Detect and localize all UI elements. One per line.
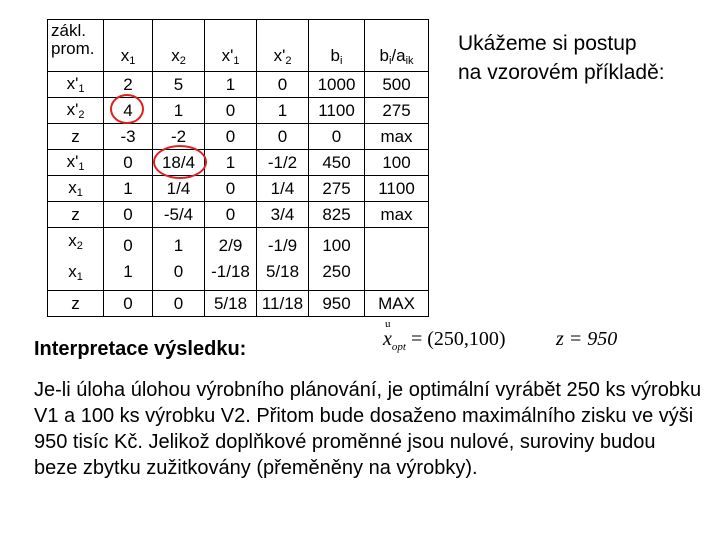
table-row: [48, 72, 429, 98]
table-cell: 0: [205, 98, 257, 124]
table-cell: 1: [257, 98, 309, 124]
table-header-row: [48, 20, 429, 72]
table-cell: 1000: [309, 72, 365, 98]
intro-line-2: na vzorovém příkladě:: [458, 61, 665, 84]
table-cell: -2: [153, 124, 205, 150]
table-cell: 1/4: [153, 176, 205, 202]
table-cell: 0: [205, 124, 257, 150]
table-cell: 0: [104, 202, 153, 228]
table-cell: 825: [309, 202, 365, 228]
table-cell: z: [48, 202, 104, 228]
optimal-solution-formula: x u $_{opt}$ = (250,100): [383, 318, 506, 353]
table-header-cell: $b_i/a_{ik}$: [365, 20, 429, 72]
table-row: [48, 150, 429, 176]
table-cell: $x'_1$: [48, 150, 104, 176]
table-cell: MAX: [365, 291, 429, 317]
table-cell: max: [365, 202, 429, 228]
table-cell: 950: [309, 291, 365, 317]
table-cell: -1/9 5/18: [257, 228, 309, 291]
table-row: [48, 228, 429, 291]
table-cell: z: [48, 124, 104, 150]
table-cell: 1 0: [153, 228, 205, 291]
table-row: [48, 291, 429, 317]
table-row: [48, 98, 429, 124]
table-cell: $x_1$: [48, 176, 104, 202]
table-cell: 11/18: [257, 291, 309, 317]
table-header-cell: $b_i$: [309, 20, 365, 72]
table-cell: 275: [309, 176, 365, 202]
objective-value-formula: z = 950: [556, 328, 618, 350]
table-cell: 5: [153, 72, 205, 98]
table-header-cell: $x'_1$: [205, 20, 257, 72]
table-cell: 1: [104, 176, 153, 202]
table-cell: 0: [205, 176, 257, 202]
interpretation-title: Interpretace výsledku:: [34, 338, 247, 360]
table-cell: 1: [205, 150, 257, 176]
table-cell: $x'_2$: [48, 98, 104, 124]
table-cell: 0: [153, 291, 205, 317]
table-cell: 0: [257, 72, 309, 98]
table-cell: 500: [365, 72, 429, 98]
table-header-cell: zákl. prom.: [48, 20, 104, 72]
table-cell: z: [48, 291, 104, 317]
table-cell: [365, 228, 429, 291]
table-cell: $x_2$ $x_1$: [48, 228, 104, 291]
table-row: [48, 176, 429, 202]
table-cell: 4: [104, 98, 153, 124]
table-cell: 450: [309, 150, 365, 176]
table-header-cell: $x_1$: [104, 20, 153, 72]
intro-text: [458, 29, 665, 87]
table-cell: 0: [104, 150, 153, 176]
table-cell: 5/18: [205, 291, 257, 317]
table-header-cell: $x'_2$: [257, 20, 309, 72]
table-cell: 18/4: [153, 150, 205, 176]
table-cell: -1/2: [257, 150, 309, 176]
table-cell: 275: [365, 98, 429, 124]
table-cell: 1100: [365, 176, 429, 202]
table-row: [48, 124, 429, 150]
simplex-table: [47, 19, 429, 317]
table-cell: 0: [205, 202, 257, 228]
table-cell: 1: [153, 98, 205, 124]
table-cell: 0: [257, 124, 309, 150]
table-cell: $x'_1$: [48, 72, 104, 98]
table-header-cell: $x_2$: [153, 20, 205, 72]
table-cell: 1100: [309, 98, 365, 124]
table-cell: 2/9 -1/18: [205, 228, 257, 291]
table-cell: max: [365, 124, 429, 150]
table-cell: -3: [104, 124, 153, 150]
table-cell: 1: [205, 72, 257, 98]
table-cell: 0: [104, 291, 153, 317]
table-cell: -5/4: [153, 202, 205, 228]
intro-line-1: Ukážeme si postup: [458, 32, 637, 55]
table-row: [48, 202, 429, 228]
table-cell: 1/4: [257, 176, 309, 202]
table-cell: 3/4: [257, 202, 309, 228]
interpretation-paragraph: Je-li úloha úlohou výrobního plánování, je optimální vyrábět 250 ks výrobku V1 a 100 ks výrobku V2. Přitom bude dosaženo maximálního zisku ve výši 950 tisíc Kč. Jelikož doplňkové proměnné jsou nulové, suroviny budou beze zbytku zužitkovány (přeměněny na výrobky).: [34, 379, 702, 479]
table-cell: 100: [365, 150, 429, 176]
table-cell: 2: [104, 72, 153, 98]
table-cell: 0 1: [104, 228, 153, 291]
table-cell: 0: [309, 124, 365, 150]
table-cell: 100 250: [309, 228, 365, 291]
